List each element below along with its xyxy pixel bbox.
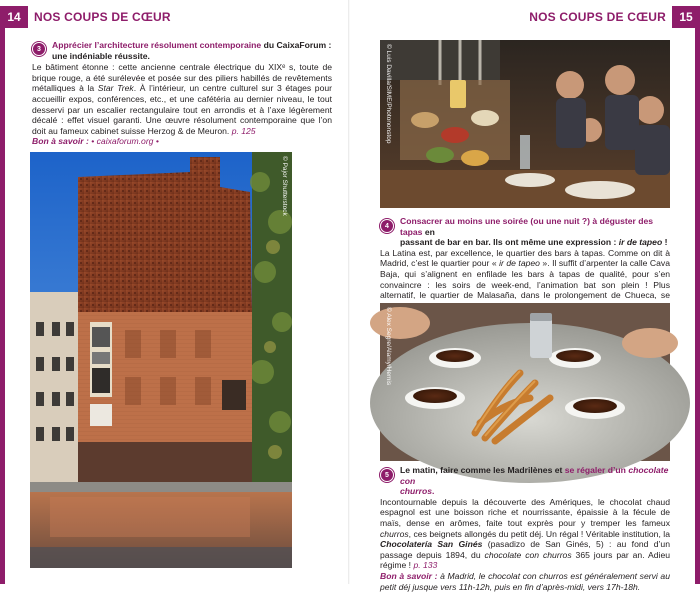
- bon-a-savoir: [32, 136, 332, 147]
- item-title-rest: du CaixaForum :: [261, 40, 332, 50]
- body-italic: churros: [380, 528, 409, 539]
- item-body: [32, 62, 332, 136]
- body-italic: ir de tapeo: [499, 258, 540, 269]
- body-text: Le bâtiment étonne : cette ancienne centrale électrique du XIXᵉ s, toute de brique rouge, a été surélevée et posée sur des piliers habillés de revêtements métalliques à la: [32, 62, 332, 94]
- bon-a-savoir-text: à Madrid, le chocolat con churros est généralement servi au petit déj jusque vers 11h-12h, puis en fin d’après-midi, vers 17h-18h.: [380, 570, 670, 592]
- photo-credit: © Pajor Shutterstock: [281, 156, 288, 216]
- right-page: [350, 0, 700, 592]
- section-title: NOS COUPS DE CŒUR: [529, 10, 666, 24]
- body-italic: chocolate con churros: [484, 549, 572, 560]
- item-title-line2: passant de bar en bar. Ils ont même une expression :: [400, 237, 619, 248]
- body-text: La Latina est, par excellence, le quartier des bars à tapas. Comme on dit à Madrid, c’est le quartier pour «: [380, 247, 670, 269]
- bon-a-savoir: [380, 571, 670, 592]
- section-title: NOS COUPS DE CŒUR: [34, 10, 171, 24]
- tapas-bar-photo: [380, 40, 670, 208]
- item-title-italic: ir de tapeo: [618, 237, 663, 248]
- caixaforum-photo: [30, 152, 292, 568]
- item-title-rest: en: [422, 226, 435, 237]
- venue-name: Chocolatería San Ginés: [380, 539, 483, 550]
- item-body: [380, 497, 670, 571]
- body-text: , ces beignets allongés du petit déj. Un régal ! Véritable institution, la: [408, 528, 670, 539]
- body-italic: Star Trek: [97, 83, 134, 94]
- page-number: 14: [0, 6, 28, 28]
- page-reference: p. 125: [231, 125, 256, 136]
- item-number-badge: 5: [380, 468, 394, 482]
- item-number-badge: 3: [32, 42, 46, 56]
- left-page-header: [0, 0, 171, 34]
- item-title-end: !: [662, 237, 668, 248]
- item-title: [380, 465, 670, 497]
- item-title-accent: Consacrer au moins une soirée (ou une nuit ?) à déguster des tapas: [400, 216, 654, 237]
- item-title-line2: une indéniable réussite.: [52, 50, 150, 61]
- right-page-side-band: [695, 28, 700, 584]
- item-title-accent: se régaler d’un: [564, 465, 629, 475]
- churros-illustration: [380, 303, 670, 461]
- item-title-accent-italic: chocolate con: [400, 465, 669, 486]
- body-text: 365 jours par an. Adieu régime !: [380, 549, 671, 571]
- left-page-side-band: [0, 28, 5, 584]
- photo-credit: © Alex Segre/Alamy/Hemis: [385, 307, 392, 386]
- item-number-badge: 4: [380, 219, 394, 233]
- item-title-end: .: [432, 486, 435, 497]
- bon-a-savoir-label: Bon à savoir :: [32, 136, 89, 147]
- item-title: [380, 216, 670, 248]
- page-number: 15: [672, 6, 700, 28]
- caixaforum-illustration: [30, 152, 292, 568]
- body-text: (pasadizo de San Ginés, 5) : au fond d’un passage depuis 1894, du: [380, 539, 670, 560]
- photo-credit: © Luis Davilla/SIME/Photononstop: [385, 44, 392, 144]
- churros-photo: [380, 303, 670, 461]
- website-link[interactable]: • caixaforum.org •: [88, 136, 159, 147]
- bon-a-savoir-label: Bon à savoir :: [380, 570, 438, 581]
- body-text: ». Il suffit d’arpenter la calle Cava Baja, qui s’alignent en enfilade les bars à tapas de qualité, pour s’en convaincre : les soirs de week-end, l’animation bat son plein ! Plus alternatif, le quartier de Malasaña, dans le prolongement de Chueca, se: [380, 258, 670, 301]
- body-text: Incontournable depuis la découverte des Amériques, le chocolat chaud espagnol est une boisson riche et nourrissante, épaissie à la fécule de maïs, dense en arômes, faite tout exprès pour y tremper les fameux: [380, 496, 670, 528]
- item-title: [32, 40, 332, 61]
- body-text: . À l’intérieur, un centre culturel sur 3 étages pour accueillir expos, conférences, etc., et une cafétéria au dernier niveau, le tout desservi par un escalier rectangulaire tout en arrondis et à l’axe légèrement décalé : effet visuel garanti. Une œuvre résolument contemporaine que l’on doit au fameux cabinet suisse Herzog & de Meuron.: [32, 83, 332, 136]
- page-reference: p. 133: [413, 560, 438, 571]
- item-churros: [380, 465, 670, 592]
- item-title-start: Le matin, faire comme les Madrilènes et: [400, 465, 565, 475]
- left-page: [0, 0, 350, 584]
- item-title-line2: churros: [400, 486, 432, 497]
- tapas-illustration: [380, 40, 670, 208]
- item-caixaforum: [32, 40, 332, 147]
- right-page-header: [529, 0, 700, 34]
- item-title-accent: Apprécier l’architecture résolument contemporaine: [52, 40, 262, 50]
